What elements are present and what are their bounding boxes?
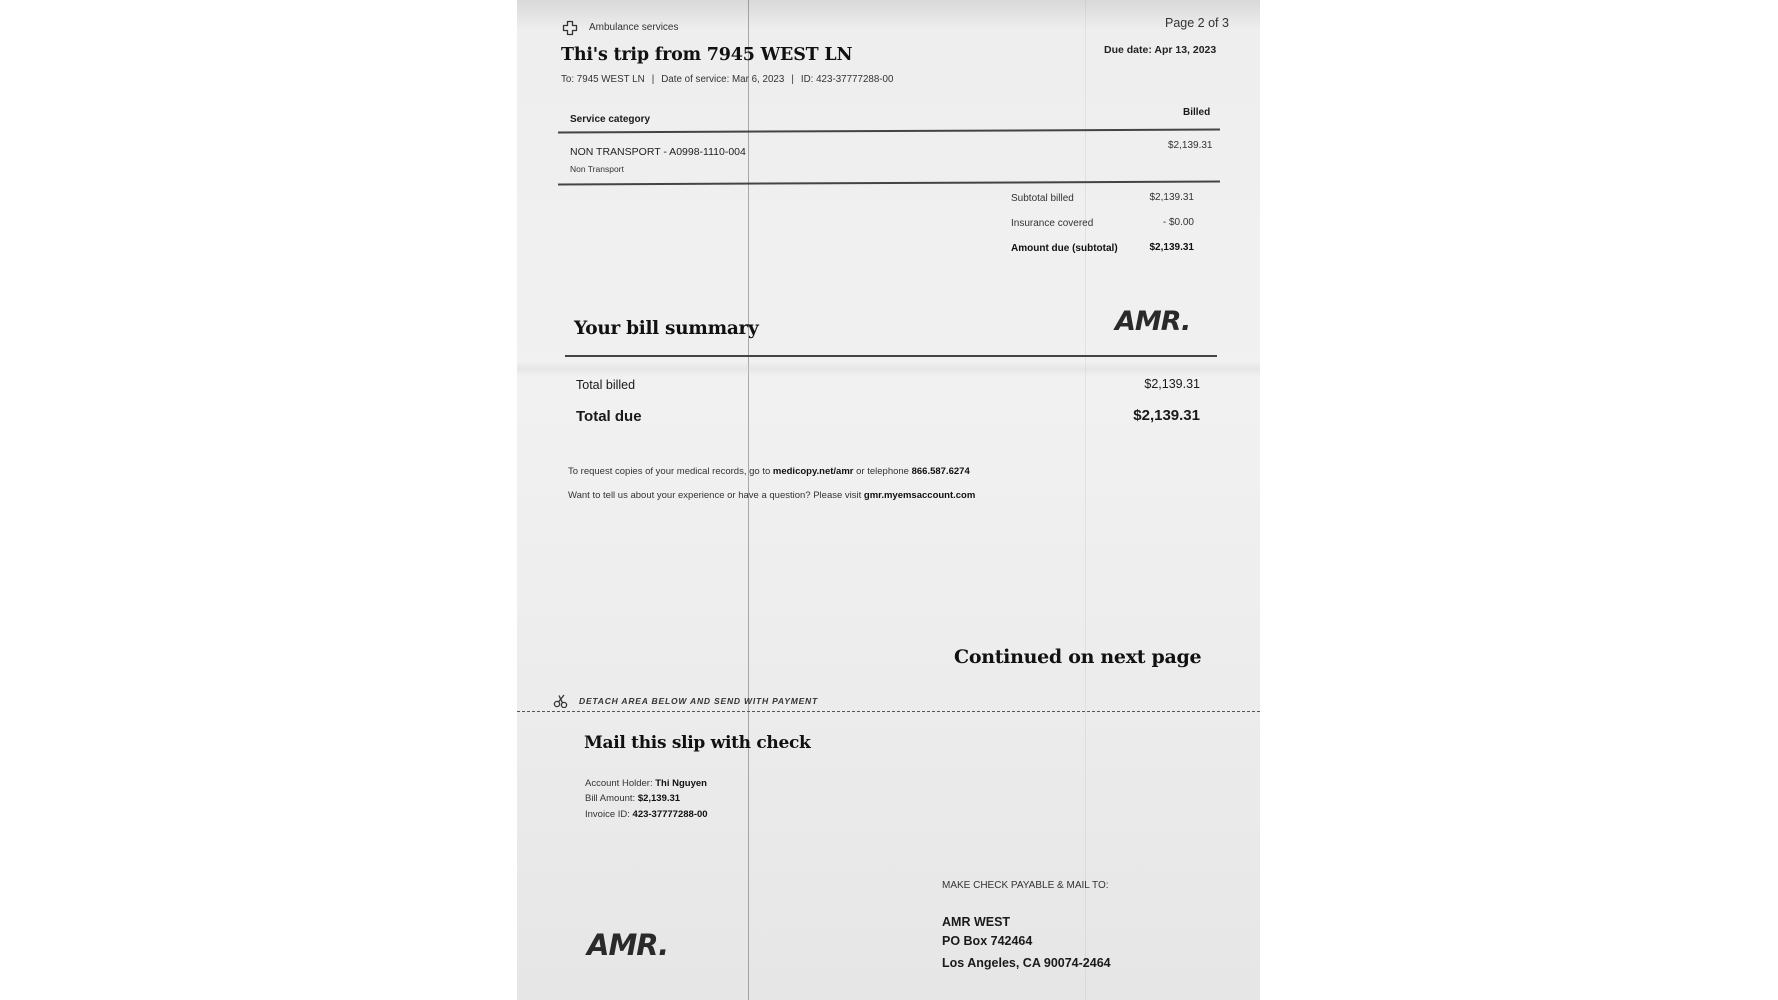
total-billed-value: $2,139.31 (1144, 377, 1200, 391)
account-holder-value: Thi Nguyen (655, 778, 707, 789)
amount-due-value: $2,139.31 (1149, 242, 1194, 253)
records-link[interactable]: medicopy.net/amr (772, 466, 854, 477)
column-header-service-category: Service category (570, 114, 651, 125)
date-of-service: Date of service: Mar 6, 2023 (661, 74, 785, 85)
scissors-icon (553, 694, 571, 708)
due-date: Due date: Apr 13, 2023 (1104, 44, 1217, 56)
insurance-label: Insurance covered (1011, 218, 1094, 229)
table-footer-divider (558, 181, 1220, 185)
amr-logo-bottom: AMR. (587, 928, 669, 962)
medical-records-note (568, 466, 970, 477)
bill-summary-title: Your bill summary (574, 318, 759, 339)
service-name: NON TRANSPORT - A0998-1110-004 (570, 146, 746, 158)
trip-destination: To: 7945 WEST LN (561, 74, 645, 85)
trip-meta (561, 74, 893, 85)
feedback-prefix: Want to tell us about your experience or have a question? Please visit (568, 490, 862, 501)
payee-po-box: PO Box 742464 (942, 934, 1033, 948)
records-mid: or telephone (856, 466, 909, 477)
bill-amount-line (585, 793, 680, 804)
column-header-billed: Billed (1183, 107, 1211, 118)
detach-instruction (553, 694, 818, 708)
summary-divider (565, 355, 1217, 357)
meta-separator: | (651, 74, 655, 85)
service-type: Ambulance services (589, 22, 679, 33)
invoice-id-value: 423-37777288-00 (632, 809, 708, 820)
medical-cross-icon (562, 20, 578, 36)
meta-separator: | (791, 74, 794, 85)
invoice-id-line (585, 809, 708, 820)
payable-heading: MAKE CHECK PAYABLE & MAIL TO: (942, 880, 1109, 891)
insurance-value: - $0.00 (1162, 217, 1194, 228)
continued-notice: Continued on next page (954, 646, 1202, 668)
bill-amount-label: Bill Amount: (585, 793, 636, 804)
trip-title: Thi's trip from 7945 WEST LN (561, 45, 853, 65)
service-subtitle: Non Transport (570, 164, 624, 174)
fold-crease-vertical-light (1085, 0, 1086, 1000)
service-billed-amount: $2,139.31 (1168, 140, 1213, 151)
feedback-note (568, 490, 975, 501)
subtotal-value: $2,139.31 (1149, 192, 1194, 203)
records-prefix: To request copies of your medical records, go to (568, 466, 771, 477)
total-due-label: Total due (576, 408, 642, 425)
bill-page (517, 0, 1260, 1000)
records-phone[interactable]: 866.587.6274 (911, 466, 970, 477)
page-indicator: Page 2 of 3 (1165, 16, 1229, 30)
mail-slip-title: Mail this slip with check (584, 733, 811, 753)
feedback-link[interactable]: gmr.myemsaccount.com (863, 490, 976, 501)
subtotal-label: Subtotal billed (1011, 193, 1074, 204)
tear-line (517, 711, 1260, 712)
detach-text: DETACH AREA BELOW AND SEND WITH PAYMENT (579, 696, 818, 706)
total-due-value: $2,139.31 (1133, 407, 1200, 424)
trip-id: ID: 423-37777288-00 (800, 74, 894, 85)
amount-due-label: Amount due (subtotal) (1011, 243, 1118, 254)
account-holder-label: Account Holder: (585, 778, 653, 789)
bill-amount-value: $2,139.31 (637, 793, 681, 804)
amr-logo: AMR. (1115, 306, 1191, 337)
total-billed-label: Total billed (576, 378, 636, 392)
invoice-id-label: Invoice ID: (585, 809, 630, 820)
payee-city: Los Angeles, CA 90074-2464 (942, 956, 1111, 970)
account-holder-line (585, 778, 707, 789)
fold-crease-horizontal (517, 362, 1260, 376)
payee-name: AMR WEST (942, 915, 1011, 929)
table-header-divider (558, 129, 1220, 133)
